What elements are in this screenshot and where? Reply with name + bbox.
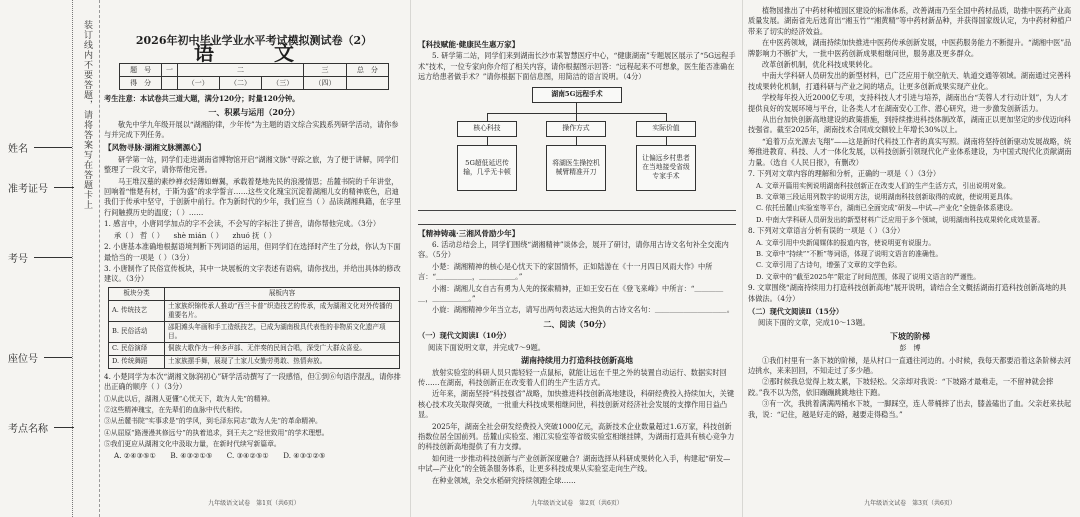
table-header: 展板内容 xyxy=(165,287,400,300)
article-paragraph: 学校每年投入近2000亿专项，支持科技人才引进与培养，湖南出台“芙蓉人才行动计划”，为人才提供良好的发展环境与平台，让各类人才在湖南安心工作、潜心研究，进一步激发创新活力。 xyxy=(748,93,1068,113)
page-footer-3: 九年级语文试卷 第3页（共6页） xyxy=(864,499,956,507)
score-header-cell: 一 xyxy=(162,63,177,76)
question-8-option: A. 文章引用中央新闻媒体的报道内容，使说明更有说服力。 xyxy=(756,238,936,247)
question-7-option: D. 中南大学科研人员研发出的新型材料广泛应用于多个领域，说明湖南科技成果转化成效显著。 xyxy=(756,215,1045,224)
section-2-title: 二、阅读（50分） xyxy=(543,318,611,329)
subsection-note: 阅读下面的文章，完成10～13题。 xyxy=(758,318,870,328)
exam-site-line xyxy=(54,427,74,428)
article-paragraph: ②那时候我总觉得上坡太累，下坡轻松。父亲却对我说：“下坡路才最难走，一不留神就会摔跤。”我不以为然，依旧蹦蹦跳跳地往下跑。 xyxy=(748,377,1054,397)
table-cell: A. 传统技艺 xyxy=(109,300,165,321)
diagram-connector xyxy=(487,113,667,114)
diagram-connector xyxy=(666,137,667,145)
question-2: 2. 小唐基本准确地根据语境判断下列词语的运用，但同学们在选择时产生了分歧，你认为下面最恰当的一项是（ ）（3分） xyxy=(104,242,401,262)
diagram-category-node: 操作方式 xyxy=(546,121,606,137)
seat-number-field[interactable] xyxy=(8,350,72,365)
page-fold-2 xyxy=(742,0,743,517)
question-7: 7. 下列对文章内容的理解和分析，正确的一项是（ ）（3分） xyxy=(748,169,941,179)
diagram-connector xyxy=(487,137,488,145)
name-field[interactable] xyxy=(8,140,72,155)
exhibit-table xyxy=(108,287,400,369)
exam-number-line xyxy=(34,257,72,258)
question-8-option: D. 文章中的“截至2025年”限定了时间范围，体现了说明文语言的严谨性。 xyxy=(756,272,981,281)
diagram-detail-node: 5G超低延迟传输，几乎无卡顿 xyxy=(457,145,517,191)
table-header: 板块分类 xyxy=(109,287,165,300)
exam-notice: 考生注意：本试卷共三道大题，满分120分；时量120分钟。 xyxy=(104,93,300,103)
subsection-title: （二）现代文阅读Ⅱ（15分） xyxy=(748,306,844,316)
question-3: 3. 小唐制作了民俗宣传板块，其中一块展板的文字表述有语病，请你找出，并给出具体的修改建议。（3分） xyxy=(104,263,401,284)
diagram-detail-node: 让偏远乡村患者在当地接受省级专家手术 xyxy=(636,145,696,191)
question-6: 6. 活动总结会上，同学们围绕“湖湘精神”谈体会，展开了研讨，请你用古诗文名句补全交流内容。（5分） xyxy=(418,240,729,260)
binding-note: 装订线内不要答题，请将答案写在答题卡上 xyxy=(82,20,92,210)
subject-title: 语 文 xyxy=(194,41,314,66)
question-4-item: ①从此以后，湖湘人更懂“心忧天下，敢为人先”的精神。 xyxy=(104,394,275,403)
question-5: 5. 研学第二站，同学们来到湖南长沙市某智慧医疗中心，“健康湖南”专题展区展示了“5G远程手术”技术，一位专家向你介绍了相关内容，请你根据图示回答：“远程起来不可想象，医生能否准确在远方给患者做手术？”请你根据下面信息图，用简洁的语言说明。（4分） xyxy=(418,51,736,82)
score-table xyxy=(119,63,389,90)
diagram-connector xyxy=(576,103,577,113)
exam-number-field[interactable] xyxy=(8,250,72,265)
question-4-item: ⑤我们更应从湖湘文化中汲取力量，在新时代续写新篇章。 xyxy=(104,440,281,449)
question-4-item: ③从岳麓书院“实事求是”的学风，到毛泽东同志“敢为人先”的革命精神。 xyxy=(104,417,322,426)
article-title: 下坡的阶梯 xyxy=(890,330,930,341)
score-cell: （二） xyxy=(219,76,261,89)
table-row xyxy=(109,355,400,368)
score-cell: （一） xyxy=(177,76,219,89)
question-6-line: 小湘：湖湘儿女自古有勇为人先的探索精神，正如王安石在《登飞来峰》中所言：“＿＿＿＿＿，＿＿＿＿＿。” xyxy=(418,283,724,304)
article-paragraph: 在中医药领域，湖南持续加快推进中医药传承创新发展，中医药服务能力不断提升。“湖湘中医”品牌影响力不断扩大，一批中医药创新成果相继问世，服务惠及更多群众。 xyxy=(748,38,1072,58)
page-fold-1 xyxy=(410,0,411,517)
article-paragraph: ③有一次，我挑着满满两桶水下坡，一脚踩空，连人带桶摔了出去，膝盖磕出了血。父亲赶来扶起我，说：“记住，越是好走的路，越要走得稳当。” xyxy=(748,399,1072,419)
box-title-3: 【精神铸魂·三湘风骨励少年】 xyxy=(418,228,520,238)
article-paragraph: 如何进一步推动科技创新与产业创新深度融合？湖南选择从科研成果转化入手，构建起“研发—中试—产业化”的全链条服务体系，让更多科技成果从实验室走向生产线。 xyxy=(418,453,731,474)
article-paragraph: 近年来，湖南坚持“科技强省”战略，加快推进科技创新高地建设，科研经费投入持续加大，关键核心技术攻关取得突破，一批重大科技成果相继问世，科技创新对经济社会发展的支撑作用日益凸显。 xyxy=(418,389,735,420)
column-page-1 xyxy=(104,6,404,511)
score-header-cell: 题 号 xyxy=(120,63,162,76)
activity-intro: 敬先中学九年级开展以“湖湘韵律，少年传”为主题的语文综合实践系列研学活动，请你参与并完成下列任务。 xyxy=(104,119,399,140)
diagram-category-node: 实际价值 xyxy=(636,121,696,137)
score-header-cell: 三 xyxy=(304,63,346,76)
exam-site-label: 考点名称 xyxy=(8,424,48,435)
question-7-option: B. 文章第三段运用列数字的说明方法，说明湖南科技创新取得的成就，使说明更具体。 xyxy=(756,192,1017,201)
diagram-detail-node: 将湖医生操控机械臂精准开刀 xyxy=(546,145,606,191)
candidate-number-label: 准考证号 xyxy=(8,184,48,195)
article-paragraph: 放射实验室的科研人员只需轻轻一点鼠标，就能让远在千里之外的装置自动运行、数据实时回传……在湖南，科技创新正在改变着人们的生产生活方式。 xyxy=(418,367,727,387)
subsection-note: 阅读下面说明文章，并完成7～9题。 xyxy=(428,342,545,352)
article-paragraph: 在种业领域，杂交水稻研究持续领跑全球…… xyxy=(432,475,576,485)
diagram-connector xyxy=(666,113,667,121)
score-header-cell: 二 xyxy=(177,63,304,76)
name-line xyxy=(34,147,72,148)
answer-line[interactable] xyxy=(418,201,736,211)
question-1-items: 承（ ） 哲（ ） shè mián（ ） zhuó 抚（ ） xyxy=(114,230,276,240)
question-8-option: C. 文章引用了古诗句，增强了文章的文学色彩。 xyxy=(756,261,902,270)
score-cell[interactable] xyxy=(162,76,177,89)
question-7-option: C. 依托岳麓山实验室等平台，湖南已全面完成“研发—中试—产业化”全链条体系建设。 xyxy=(756,204,1017,213)
binding-dotted-line xyxy=(72,0,73,517)
column-page-3 xyxy=(748,6,1072,511)
name-label: 姓名 xyxy=(8,144,28,155)
table-row xyxy=(109,321,400,342)
article-paragraph: 改革创新机制，优化科技成果转化。 xyxy=(762,60,878,70)
box-title-2: 【科技赋能·健康民生惠万家】 xyxy=(418,40,520,49)
question-7-option: A. 文章开篇用实例说明湖南科技创新正在改变人们的生产生活方式，引出说明对象。 xyxy=(756,181,1010,190)
question-4-item: ④从屈原“路漫漫其修远兮”的执着追求，到王夫之“经世致用”的学术理想。 xyxy=(104,428,329,437)
article-paragraph: 中南大学科研人员研发出的新型材料，已广泛应用于航空航天、轨道交通等领域。湖南通过完善科技成果转化机制，打通科研与产业之间的堵点，让更多创新成果实现产业化。 xyxy=(748,71,1072,91)
article-paragraph: ①我们村里有一条下坡的阶梯，是从村口一直通往河边的。小时候，我每天都要沿着这条阶梯去河边挑水，来来回回，不知走过了多少趟。 xyxy=(748,355,1072,375)
question-8: 8. 下列对文章语言分析有误的一项是（ ）（3分） xyxy=(748,226,905,236)
paragraph: 研学第一站，同学们走进湖南省博物馆开启“湖湘文脉”寻踪之旅，为了便于讲解，同学们整理了一段文字，请你帮他完善。 xyxy=(104,154,399,175)
box-title-1: 【风物寻脉·湖湘文脉溯源心】 xyxy=(104,143,206,153)
table-cell: B. 民俗活动 xyxy=(109,321,165,342)
table-cell: 侗族大歌作为一种多声部、无伴奏的民间合唱，深受广大群众喜爱。 xyxy=(165,342,400,355)
diagram-category-node: 核心科技 xyxy=(457,121,517,137)
score-cell: （四） xyxy=(304,76,346,89)
section-1-title: 一、积累与运用（20分） xyxy=(208,107,300,118)
score-cell[interactable] xyxy=(346,76,388,89)
exam-number-label: 考号 xyxy=(8,254,28,265)
question-4-options: A. ②④③⑤① B. ④③②①⑤ C. ③④②⑤① D. ④③①②⑤ xyxy=(114,450,326,460)
score-cell: （三） xyxy=(262,76,304,89)
question-1: 1. 感言中，小唐同学加点的字不会读，不会写的字标注了拼音，请你帮他完成。（3分） xyxy=(104,219,381,229)
table-cell: 土家族摆手舞，展现了土家儿女勤劳勇敢、热情奔放。 xyxy=(165,355,400,368)
table-row xyxy=(109,300,400,321)
paragraph: 马王堆汉墓的素纱禅衣轻薄如蝉翼，承载着楚地先民的浪漫情思；岳麓书院的千年讲堂，回响着“惟楚有材，于斯为盛”的求学誓言……这些文化瑰宝沉淀着湖湘儿女的精神底色，启迪我们于传承中坚守，于创新中前行。作为新时代的少年，我们应当（ ）品读湖湘典籍，在字里行间触摸历史的温度；（ ）…… xyxy=(104,176,401,217)
question-9: 9. 文章围绕“湖南持续用力打造科技创新高地”展开说明，请结合全文概括湖南打造科技创新高地的具体做法。（4分） xyxy=(748,283,1067,303)
page-footer-2: 九年级语文试卷 第2页（共6页） xyxy=(531,499,623,507)
question-8-option: B. 文章中“持续”“不断”等词语，体现了说明文语言的准确性。 xyxy=(756,249,943,258)
question-6-line: 小楚：湖湘精神的核心是心忧天下的家国情怀，正如陆游在《十一月四日风雨大作》中所言：“＿＿＿＿＿，＿＿＿＿＿。” xyxy=(418,261,713,282)
score-row-label: 得 分 xyxy=(120,76,162,89)
seat-number-label: 座位号 xyxy=(8,354,38,365)
table-cell: D. 传统舞蹈 xyxy=(109,355,165,368)
article-paragraph: 2025年，湖南全社会研发经费投入突破1000亿元，高新技术企业数量超过1.6万家，科技创新指数位居全国前列。岳麓山实验室、湘江实验室等省级实验室相继挂牌，为湖南打造具有核心竞争力的科技创新高地提供了有力支撑。 xyxy=(418,421,735,452)
table-row xyxy=(109,342,400,355)
question-6-line: 小旋：湖湘精神少年当立志，请写出两句表达远大抱负的古诗文名句：＿＿＿＿＿＿＿＿＿＿。 xyxy=(432,305,734,315)
table-cell: 邵阳滩头年画和手工造纸技艺，已成为湖南极具代表性的非物质文化遗产项目。 xyxy=(165,321,400,342)
table-cell: 土家族织锦传承人推动“西兰卡普”织造技艺的传承，成为湖湘文化对外传播的重要名片。 xyxy=(165,300,400,321)
binding-strip xyxy=(0,0,100,517)
article-paragraph: “追着万点光源去飞翔”——这是新时代科技工作者的真实写照。湖南将坚持创新驱动发展战略，统筹推进教育、科技、人才一体化发展，以科技创新引领现代化产业体系建设，为中国式现代化贡献湖南力量。（选自《人民日报》，有删改） xyxy=(748,136,1072,167)
exam-site-field[interactable] xyxy=(8,420,72,435)
article-paragraph: 从出台加快创新高地建设的政策措施，到持续推进科技体制改革，湖南正以更加坚定的步伐迈向科技强省。截至2025年，湖南技术合同成交额较上年增长30%以上。 xyxy=(748,115,1072,135)
diagram-connector xyxy=(576,137,577,145)
diagram-connector xyxy=(487,113,488,121)
subsection-title: （一）现代文阅读Ⅰ（10分） xyxy=(418,331,511,341)
diagram-connector xyxy=(576,113,577,121)
candidate-number-field[interactable] xyxy=(8,180,72,195)
article-author: 彭 博 xyxy=(899,344,921,353)
score-header-cell: 总 分 xyxy=(346,63,388,76)
article-title: 湖南持续用力打造科技创新高地 xyxy=(521,355,633,366)
surgery-diagram xyxy=(452,87,702,197)
diagram-root-node: 湖南5G远程手术 xyxy=(532,87,622,103)
table-cell: C. 民俗演绎 xyxy=(109,342,165,355)
article-paragraph: 植物园推出了中药材种植园区建设的标准体系，改善湖南乃至全国中药材品质，助推中医药产业高质量发展。湖南省先后选育出“湘玉竹”“湘黄精”等中药材新品种，并获得国家级认定，为中药材种植户带来了切实的经济效益。 xyxy=(748,6,1072,36)
seat-number-line xyxy=(44,357,72,358)
question-4: 4. 小楚同学为本次“湖湘文脉润初心”研学活动撰写了一段感悟，但①到⑥句语序混乱，请你排出正确的顺序（ ）（3分） xyxy=(104,371,401,392)
answer-line[interactable] xyxy=(418,215,736,225)
page-footer-1: 九年级语文试卷 第1页（共6页） xyxy=(208,499,300,507)
candidate-number-line xyxy=(54,187,74,188)
exam-title: 2026年初中毕业学业水平考试模拟测试卷（2） xyxy=(135,34,373,47)
question-4-item: ②这些精神瑰宝，在先辈们的血脉中代代相传。 xyxy=(104,405,247,414)
column-page-2 xyxy=(418,6,736,511)
